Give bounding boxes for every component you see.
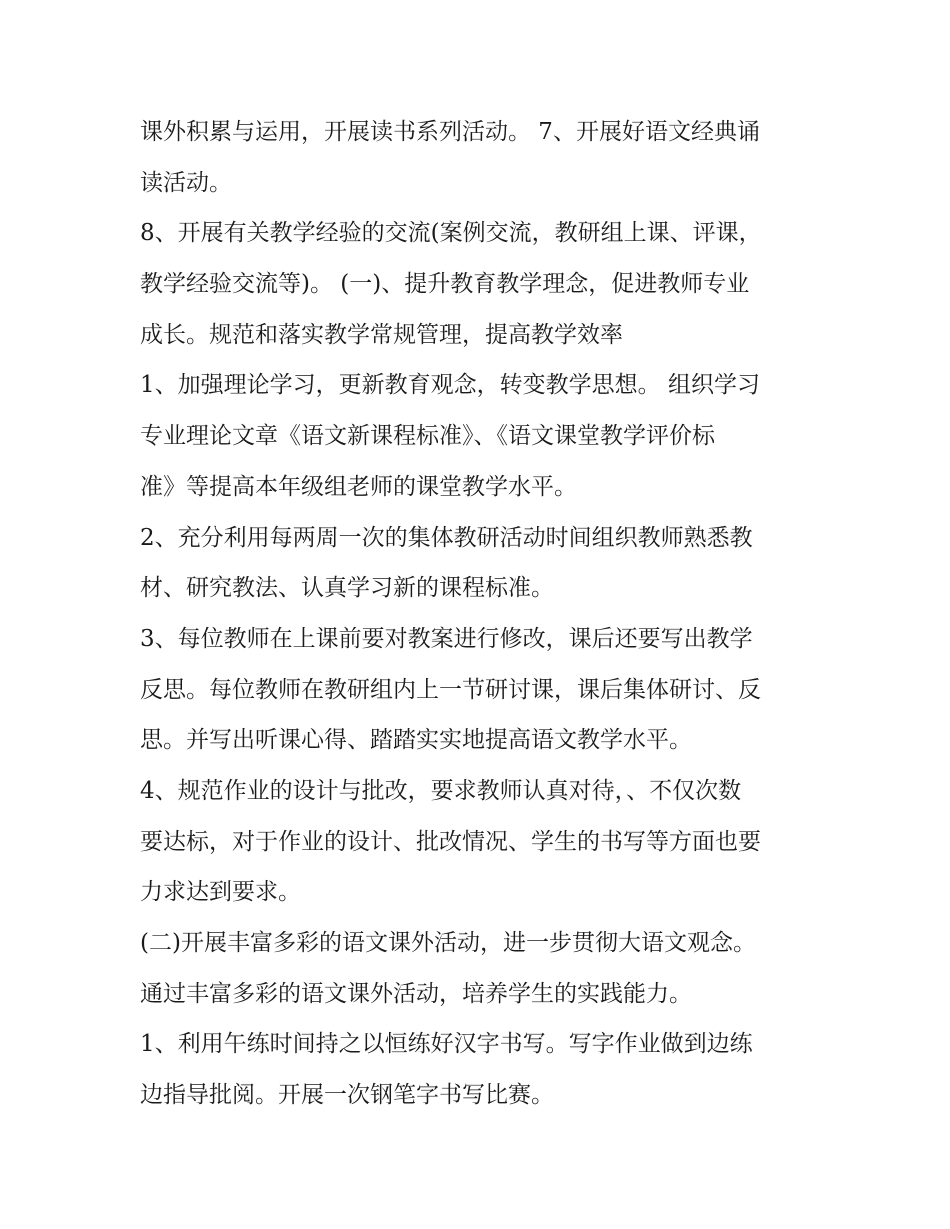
- text-line: (二)开展丰富多彩的语文课外活动，进一步贯彻大语文观念。: [140, 930, 756, 956]
- text-line: 1、加强理论学习，更新教育观念，转变教学思想。 组织学习: [140, 372, 760, 399]
- text-line: 读活动。: [140, 169, 232, 196]
- text-line: 思。并写出听课心得、踏踏实实地提高语文教学水平。: [140, 727, 692, 754]
- text-line: 边指导批阅。开展一次钢笔字书写比赛。: [140, 1082, 554, 1109]
- text-line: 反思。每位教师在教研组内上一节研讨课，课后集体研讨、反: [140, 676, 761, 703]
- text-line: 专业理论文章《语文新课程标准》、《语文课堂教学评价标: [140, 423, 715, 450]
- text-line: 力求达到要求。: [140, 879, 301, 906]
- text-line: 要达标，对于作业的设计、批改情况、学生的书写等方面也要: [140, 828, 761, 855]
- text-line: 2、充分利用每两周一次的集体教研活动时间组织教师熟悉教: [140, 524, 753, 551]
- text-line: 1、利用午练时间持之以恒练好汉字书写。写字作业做到边练: [140, 1031, 753, 1058]
- text-line: 教学经验交流等)。 (一)、提升教育教学理念，促进教师专业: [140, 271, 750, 298]
- document-body: [140, 107, 820, 1121]
- text-line: 4、规范作业的设计与批改，要求教师认真对待，、不仅次数: [140, 777, 742, 804]
- text-line: 3、每位教师在上课前要对教案进行修改，课后还要写出教学: [140, 625, 753, 652]
- text-line: 材、研究教法、认真学习新的课程标准。: [140, 575, 554, 602]
- text-line: 课外积累与运用，开展读书系列活动。 7、开展好语文经典诵: [140, 119, 760, 145]
- text-line: 8、开展有关教学经验的交流(案例交流，教研组上课、评课，: [140, 220, 762, 247]
- text-line: 通过丰富多彩的语文课外活动，培养学生的实践能力。: [140, 980, 692, 1007]
- text-line: 成长。规范和落实教学常规管理，提高教学效率: [140, 321, 623, 348]
- text-line: 准》等提高本年级组老师的课堂教学水平。: [140, 473, 577, 500]
